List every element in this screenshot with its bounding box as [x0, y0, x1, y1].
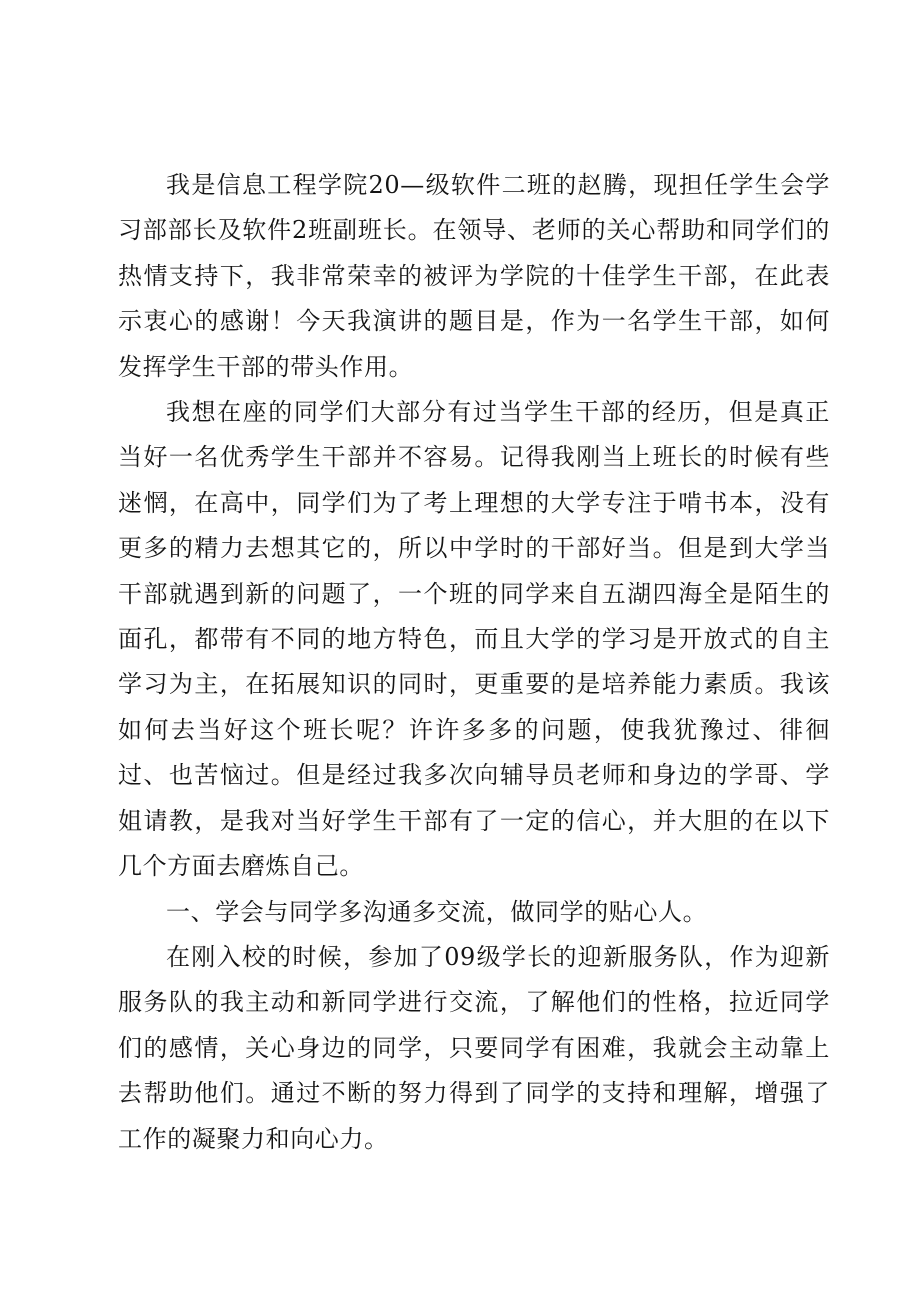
section-heading-communication: 一、学会与同学多沟通多交流，做同学的贴心人。	[166, 897, 708, 926]
paragraph-orientation: 在刚入校的时候，参加了09级学长的迎新服务队，作为迎新服务队的我主动和新同学进行交流，了解他们的性格，拉近同学们的感情，关心身边的同学，只要同学有困难，我就会主动靠上去帮助他们。通过不断的努力得到了同学的支持和理解，增强了工作的凝聚力和向心力。	[118, 942, 830, 1153]
document-body	[118, 163, 830, 1162]
paragraph-experience: 我想在座的同学们大部分有过当学生干部的经历，但是真正当好一名优秀学生干部并不容易。记得我刚当上班长的时候有些迷惘，在高中，同学们为了考上理想的大学专注于啃书本，没有更多的精力去想其它的，所以中学时的干部好当。但是到大学当干部就遇到新的问题了，一个班的同学来自五湖四海全是陌生的面孔，都带有不同的地方特色，而且大学的学习是开放式的自主学习为主，在拓展知识的同时，更重要的是培养能力素质。我该如何去当好这个班长呢？许许多多的问题，使我犹豫过、徘徊过、也苦恼过。但是经过我多次向辅导员老师和身边的学哥、学姐请教，是我对当好学生干部有了一定的信心，并大胆的在以下几个方面去磨炼自己。	[118, 398, 830, 881]
paragraph-intro: 我是信息工程学院20—级软件二班的赵腾，现担任学生会学习部部长及软件2班副班长。在领导、老师的关心帮助和同学们的热情支持下，我非常荣幸的被评为学院的十佳学生干部，在此表示衷心的感谢！今天我演讲的题目是，作为一名学生干部，如何发挥学生干部的带头作用。	[118, 171, 830, 381]
